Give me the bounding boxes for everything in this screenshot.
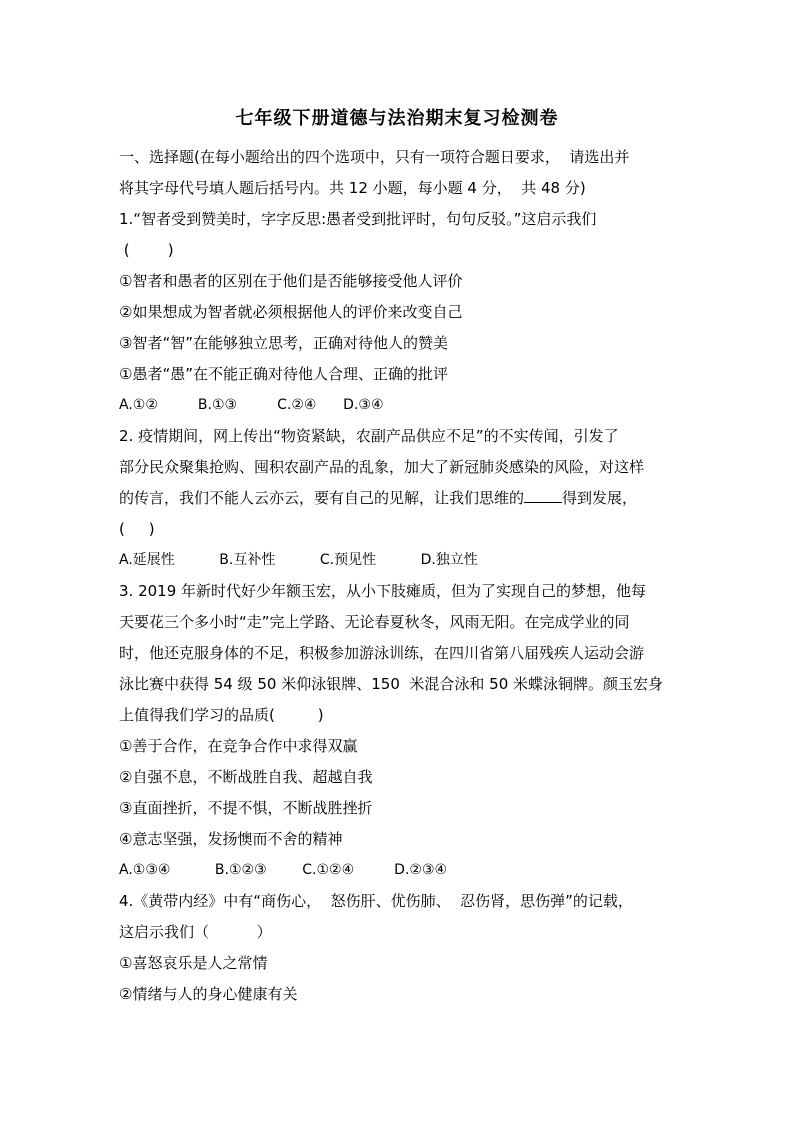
question-4-item-2: ②情绪与人的身心健康有关 (119, 985, 298, 1003)
question-1-item-1: ①智者和愚者的区别在于他们是否能够接受他人评价 (119, 272, 463, 290)
section-heading-line-2: 将其字母代号填人题后括号内。共 12 小题，每小题 4 分， 共 48 分) (119, 179, 586, 197)
question-3-stem-1: 3. 2019 年新时代好少年额玉宏，从小下肢瘫质，但为了实现自己的梦想，他每 (119, 582, 647, 600)
question-3-item-2: ②自强不息，不断战胜自我、超越自我 (119, 768, 373, 786)
section-heading-line-1: 一、选择题(在每小题给出的四个选项中，只有一项符合题日要求， 请选出并 (119, 148, 630, 166)
question-2-stem-3-after: 得到发展， (562, 489, 638, 507)
question-2-stem-3-before: 的传言，我们不能人云亦云，要有自己的见解，让我们思维的 (119, 489, 525, 507)
question-1-stem: 1.“智者受到赞美时，字字反思:愚者受到批评时，句句反驳。”这启示我们 (119, 210, 597, 228)
question-1-item-2: ②如果想成为智者就必须根据他人的评价来改变自己 (119, 303, 463, 321)
question-1-item-4: ①愚者“愚”在不能正确对待他人合理、正确的批评 (119, 365, 448, 383)
question-4-stem-2: 这启示我们（ ） (119, 923, 272, 941)
question-2-stem-1: 2. 疫情期间，网上传出“物资紧缺，农副产品供应不足”的不实传闻，引发了 (119, 427, 619, 445)
question-3-options: A.①③④ B.①②③ C.①②④ D.②③④ (119, 862, 448, 878)
question-3-item-4: ④意志坚强，发扬懊而不舍的精神 (119, 830, 343, 848)
question-2-options: A.延展性 B.互补性 C.预见性 D.独立性 (119, 552, 478, 568)
question-3-item-3: ③直面挫折，不提不惧，不断战胜挫折 (119, 799, 373, 817)
answer-blank (524, 488, 562, 503)
question-4-item-1: ①喜怒哀乐是人之常情 (119, 954, 268, 972)
question-3-stem-5: 上值得我们学习的品质( ) (119, 706, 324, 724)
question-3-item-1: ①善于合作，在竞争合作中求得双赢 (119, 737, 358, 755)
question-4-stem-1: 4.《黄带内经》中有“商伤心， 怒伤肝、优伤肺、 忍伤肾，思伤弹”的记载， (119, 892, 633, 910)
question-1-bracket: ( ) (119, 241, 174, 259)
question-2-stem-2: 部分民众聚集抢购、囤积农副产品的乱象，加大了新冠肺炎感染的风险，对这样 (119, 458, 645, 476)
question-1-item-3: ③智者“智”在能够独立思考，正确对待他人的赞美 (119, 334, 448, 352)
question-3-stem-2: 天要花三个多小时“走”完上学路、无论春夏秋冬，风雨无阳。在完成学业的同 (119, 613, 630, 631)
question-3-stem-3: 时，他还克服身体的不足，积极参加游泳训练，在四川省第八届残疾人运动会游 (119, 644, 645, 662)
document-body (119, 142, 679, 1010)
question-1-options: A.①② B.①③ C.②④ D.③④ (119, 397, 384, 413)
question-2-stem-3 (119, 483, 679, 514)
page-title: 七年级下册道德与法治期末复习检测卷 (235, 108, 559, 129)
question-2-bracket: ( ) (119, 520, 155, 538)
question-3-stem-4: 泳比赛中获得 54 级 50 米仰泳银牌、150 米混合泳和 50 米蝶泳铜牌。颜玉宏身 (119, 675, 664, 693)
